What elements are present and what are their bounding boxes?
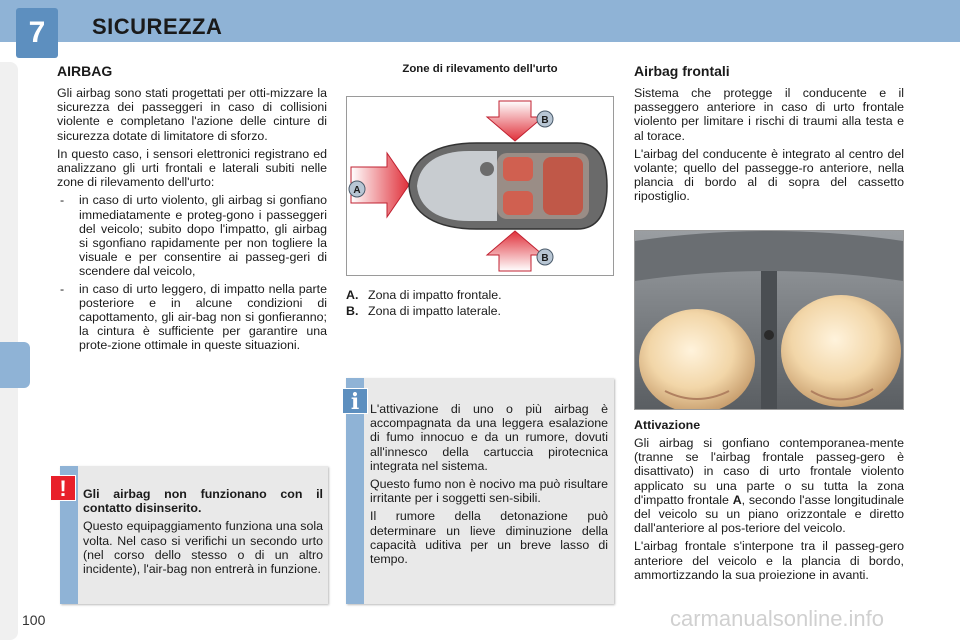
label-b-top-badge	[537, 111, 553, 127]
frontal-airbag-heading: Airbag frontali	[634, 63, 730, 79]
warning-content	[83, 487, 323, 580]
legend-row-b	[346, 303, 614, 319]
info-paragraph-3: Il rumore della detonazione può determinare un lieve diminuzione della capacità uditiva per un breve lasso di tempo.	[370, 509, 608, 567]
airbag-heading: AIRBAG	[57, 63, 113, 79]
label-b-bottom: B	[541, 253, 549, 264]
car-body	[409, 143, 607, 229]
legend-text: Zona di impatto frontale.	[368, 288, 502, 302]
legend-key: B.	[346, 304, 359, 318]
airbag-deployment-illustration	[634, 230, 904, 410]
list-item: - in caso di urto leggero, di impatto nella parte posteriore e in alcune condizioni di capottamento, gli air-bag non si gonfieranno; la cintura è sufficiente per garantire una prote-zione ottimale in queste situazioni.	[57, 282, 327, 353]
warning-text: Questo equipaggiamento funziona una sola volta. Nel caso si verifichi un secondo urto (nel corso dello stesso o di un altro incidente), l'air-bag non entrerà in funzione.	[83, 519, 323, 577]
info-paragraph-2: Questo fumo non è nocivo ma può risultare irritante per i soggetti sen-sibili.	[370, 477, 608, 506]
legend-row-a	[346, 287, 614, 303]
watermark: carmanualsonline.info	[670, 606, 885, 631]
chapter-number-tab[interactable]: 7	[16, 8, 58, 58]
legend-text: Zona di impatto laterale.	[368, 304, 501, 318]
label-b-top: B	[541, 115, 549, 126]
impact-zone-diagram	[346, 96, 614, 276]
passenger-airbag-shape	[781, 295, 901, 407]
info-content	[370, 402, 608, 570]
side-impact-arrow-top	[487, 101, 543, 141]
activation-text	[634, 436, 904, 586]
side-impact-arrow-bottom	[487, 231, 543, 271]
legend-key: A.	[346, 288, 359, 302]
chapter-title: SICUREZZA	[92, 14, 223, 39]
frontal-paragraph-1: Sistema che protegge il conducente e il passeggero anteriore in caso di urto frontale violento per limitare i rischi di traumi alla testa e al torace.	[634, 86, 904, 143]
frontal-paragraph-2: L'airbag del conducente è integrato al centro del volante; quello del passegge-ro anteriore, nella plancia di bordo al di sopra del cassetto ripostiglio.	[634, 146, 904, 204]
intro-paragraph-1: Gli airbag sono stati progettati per otti-mizzare la sicurezza dei passeggeri in caso di collisioni violente e completano l'azione delle cinture di sicurezza dotate di limitatore di sforzo.	[57, 86, 327, 143]
intro-paragraph-2: In questo caso, i sensori elettronici registrano ed analizzano gli urti frontali e laterali subiti nelle zone di rilevamento dell'urto:	[57, 146, 327, 190]
side-index-active-tab[interactable]	[0, 342, 30, 388]
warning-title: Gli airbag non funzionano con il contatto disinserito.	[83, 487, 323, 516]
warning-icon: !	[50, 475, 76, 501]
zone-a-reference: A	[732, 492, 742, 507]
label-a: A	[353, 185, 361, 196]
activation-heading: Attivazione	[634, 418, 701, 432]
info-icon: i	[342, 388, 368, 414]
list-item: - in caso di urto violento, gli airbag si gonfiano immediatamente e proteg-gono i passeggeri del veicolo; subito dopo l'impatto, gli airbag si sgonfiano rapidamente per non togliere la visuale e per consentire ai passeg-geri di scendere dal veicolo,	[57, 193, 327, 278]
diagram-legend	[346, 287, 614, 319]
frontal-airbag-text	[634, 86, 904, 208]
page-number: 100	[22, 612, 46, 628]
zone-heading: Zone di rilevamento dell'urto	[402, 63, 558, 75]
activation-paragraph-1	[634, 436, 904, 535]
activation-text-part: , secondo l'asse longitudinale del veicolo su un piano orizzontale e diretto dall'anteriore al pos-teriore del veicolo.	[634, 492, 904, 536]
activation-text-part: Gli airbag si gonfiano contemporanea-mente (tranne se l'airbag frontale passeg-gero è disattivato) in caso di urto frontale violento applicato su una parte o su tutta la zona d'impatto frontale	[634, 436, 904, 507]
car-top-view-illustration	[347, 97, 613, 275]
airbag-intro-text	[57, 86, 327, 356]
label-b-bottom-badge	[537, 249, 553, 265]
activation-paragraph-2: L'airbag frontale s'interpone tra il passeg-gero anteriore del veicolo e la plancia di bordo, ammortizzando la sua proiezione in avanti.	[634, 539, 904, 582]
driver-airbag-shape	[639, 309, 755, 409]
label-a-badge	[349, 181, 365, 197]
impact-list	[57, 193, 327, 352]
info-paragraph-1: L'attivazione di uno o più airbag è accompagnata da una leggera esalazione di fumo innocuo e da un rumore, dovuti all'innesco della cartuccia pirotecnica integrata nel sistema.	[370, 402, 608, 473]
